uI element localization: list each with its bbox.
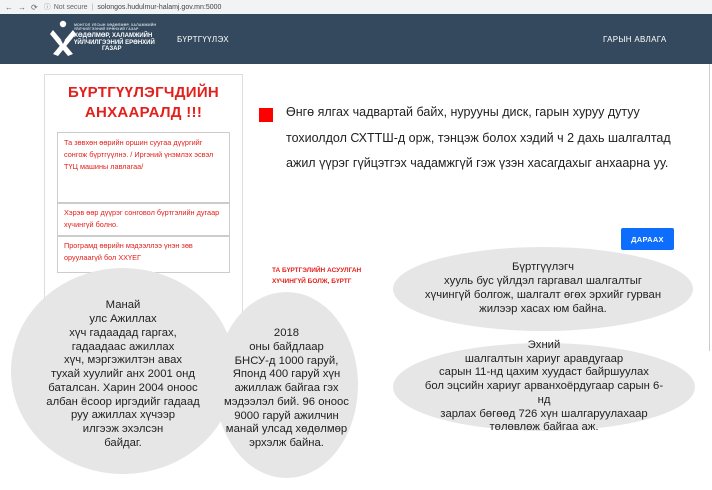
caption-bubble-history [11, 268, 235, 474]
forward-icon[interactable]: → [18, 2, 26, 12]
sidebar-title-line-2: АНХААРАЛД !!! [84, 104, 203, 122]
notice-box: Хэрэв өөр дүүрэг сонговол бүртгэлийн дугаар хүчингүй болно. [57, 202, 230, 237]
caption-line: баталсан. Харин 2004 оноос [48, 381, 198, 394]
security-status: Not secure [53, 3, 88, 11]
caption-bubble-results [393, 338, 695, 434]
caption-line: Японд 400 гаруй хүн [232, 368, 341, 381]
caption-line: хүчингүй болгож, шалгалт өгөх эрхийг гурван [424, 289, 662, 301]
caption-line: тухай хуулийг анх 2001 онд [50, 368, 196, 381]
caption-line: хууль бус үйлдэл гаргавал шалгалтыг [444, 275, 642, 288]
warning-square-icon [259, 108, 273, 122]
caption-line: гадаадаас ажиллах [71, 340, 175, 353]
notice-box: Програмд өөрийн мэдээллээ үнэн зөв оруулаагүй бол ХХҮЕГ [57, 235, 230, 273]
caption-line: Бүртгүүлэгч [511, 261, 575, 274]
browser-toolbar [0, 0, 712, 15]
warning-message: Өнгө ялгах чадвартай байх, нурууны диск, гарын хуруу дутуу тохиолдол СХТТШ-д орж, тэнцэж болох хэдий ч 2 дахь шалгалтад ажил үүрэг гүйцэтгэх чадамжгүй гэж үзэн хасагдахыг анхаарна уу. [286, 105, 671, 171]
caption-line: эрхэлж байна. [249, 437, 324, 450]
address-separator: | [91, 3, 94, 11]
caption-line: БНСУ-д 1000 гаруй, [234, 354, 339, 367]
caption-line: ажиллаж байгаа гэх [234, 382, 339, 395]
logo-line-3: ГАЗАР [102, 45, 122, 52]
sidebar-title [45, 83, 242, 124]
caption-line: 9000 гаруй ажилчин [234, 409, 339, 422]
logo-text [74, 24, 160, 52]
caption-line: төлөвлөж байгаа аж. [489, 421, 599, 434]
registration-warning [272, 265, 402, 287]
caption-bubble-statistics [215, 292, 358, 478]
nav-guide-link[interactable]: ГАРЫН АВЛАГА [603, 35, 667, 44]
reload-icon[interactable]: ⟳ [31, 2, 38, 12]
caption-line: хүч, мэргэжилтэн авах [63, 354, 183, 367]
next-button[interactable]: ДАРААХ [621, 228, 674, 250]
site-header [0, 14, 712, 64]
caption-line: 2018 [273, 326, 300, 339]
caption-line: жилээр хасах юм байна. [479, 302, 607, 315]
logo-line-1: ХӨДӨЛМӨР, ХАЛАМЖИЙН [74, 33, 153, 40]
address-bar[interactable]: solongos.hudulmur-halamj.gov.mn:5000 [97, 3, 222, 11]
caption-line: байдаг. [104, 437, 142, 450]
caption-line: мэдээлэл бий. 96 оноос [224, 395, 349, 408]
sidebar-title-line-1: БҮРТГҮҮЛЭГЧДИЙН [67, 84, 220, 101]
caption-bubble-penalty [393, 247, 693, 331]
caption-line: зарлах бөгөөд 726 хүн шалгаруулахаар [440, 407, 648, 420]
caption-line: бол эцсийн хариуг арванхоёрдугаар сарын 6-нд [424, 380, 664, 406]
caption-line: манай улсад хөдөлмөр [225, 423, 348, 436]
caption-line: сарын 11-нд цахим хуудаст байршуулах [439, 366, 649, 379]
nav-register-link[interactable]: БҮРТГҮҮЛЭХ [177, 35, 229, 44]
caption-line: илгээж эхэлсэн [82, 423, 164, 436]
caption-line: улс Ажиллах [89, 312, 157, 325]
caption-line: Эхний [527, 338, 561, 351]
info-icon[interactable]: ⓘ [43, 4, 51, 11]
notice-box: Та зөвхөн өөрийн оршин суугаа дүүргийг сонгож бүртгүүлнэ. / Иргэний үнэмлэх эсвэл ТҮЦ машины лавлагаа/ [57, 132, 230, 204]
logo-emblem-icon [50, 20, 76, 58]
caption-line: шалгалтын хариуг аравдугаар [464, 352, 624, 365]
caption-line: руу ажиллах хүчээр [71, 409, 175, 422]
caption-line: хүч гадаадад гаргах, [69, 326, 177, 339]
registration-warning-line-2: ХҮЧИНГҮЙ БОЛЖ, БҮРТГ [272, 278, 352, 286]
logo-line-2: ҮЙЛЧИЛГЭЭНИЙ ЕРӨНХИЙ [74, 39, 155, 46]
caption-line: албан ёсоор иргэдийг гадаад [46, 395, 200, 408]
browser-nav [5, 3, 38, 12]
site-logo[interactable] [50, 18, 160, 62]
caption-line: оны байдлаар [249, 340, 324, 353]
registration-warning-line-1: ТА БҮРТГЭЛИЙН АСУУЛГАН [272, 267, 362, 274]
logo-small-text: МОНГОЛ УЛСЫН ХӨДӨЛМӨР, ХАЛАМЖИЙН ҮЙЛЧИЛГЭЭНИЙ ЕРӨНХИЙ ГАЗАР [74, 23, 157, 31]
back-icon[interactable]: ← [5, 2, 13, 12]
caption-line: Манай [105, 299, 141, 312]
